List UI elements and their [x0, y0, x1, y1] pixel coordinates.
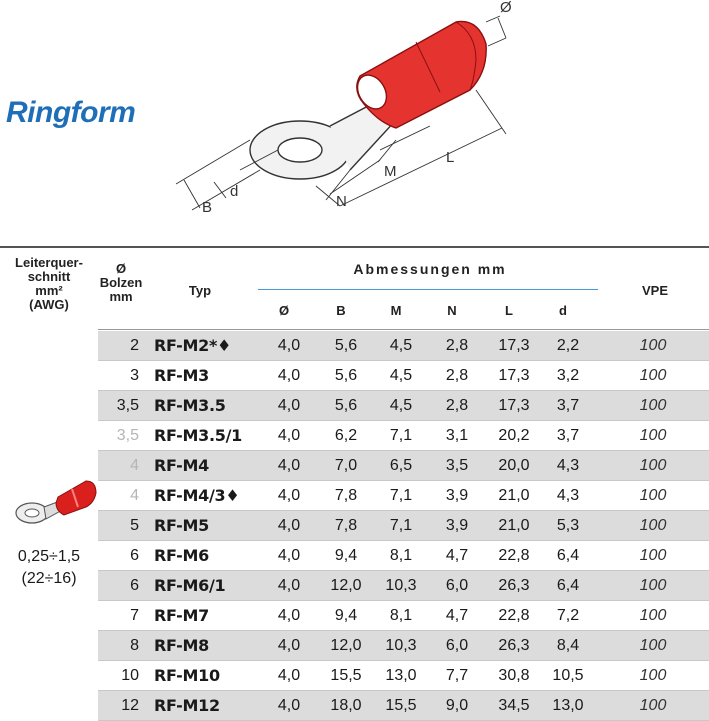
typ-cell: RF-M3.5/1	[154, 426, 242, 445]
dim-b-cell: 9,4	[334, 607, 358, 624]
dim-l-cell: 30,8	[498, 667, 530, 684]
dim-n-cell: 6,0	[445, 637, 469, 654]
dim-n-cell: 3,9	[445, 487, 469, 504]
table-row	[98, 661, 709, 691]
dim-l-cell: 21,0	[498, 487, 530, 504]
subheader-b: B	[336, 303, 346, 318]
header-top-rule	[0, 246, 709, 248]
range-awg: (22÷16)	[21, 570, 77, 587]
dim-l-cell: 34,5	[498, 697, 530, 714]
header-bottom-rule	[98, 329, 709, 330]
dim-n-cell: 2,8	[445, 367, 469, 384]
dim-o-cell: 4,0	[277, 457, 301, 474]
dim-b-cell: 15,5	[330, 667, 362, 684]
dim-o-cell: 4,0	[277, 337, 301, 354]
dim-n-cell: 7,7	[445, 667, 469, 684]
ring-terminal-drawing	[0, 0, 709, 245]
vpe-cell: 100	[639, 547, 667, 564]
typ-cell: RF-M4	[154, 456, 209, 475]
dim-o-cell: 4,0	[277, 697, 301, 714]
header-typ: Typ	[188, 283, 212, 298]
dim-o-cell: 4,0	[277, 517, 301, 534]
dim-n-cell: 2,8	[445, 337, 469, 354]
typ-cell: RF-M3	[154, 366, 209, 385]
dim-d-cell: 4,3	[556, 457, 580, 474]
bolzen-cell: 4	[130, 487, 139, 504]
dim-l-cell: 17,3	[498, 397, 530, 414]
dim-b-cell: 9,4	[334, 547, 358, 564]
table-row	[98, 481, 709, 511]
typ-cell: RF-M4/3♦	[154, 486, 240, 505]
table-row	[98, 421, 709, 451]
dim-d-cell: 3,7	[556, 427, 580, 444]
dim-l-cell: 22,8	[498, 547, 530, 564]
subheader-m: M	[390, 303, 402, 318]
subheader-d: d	[559, 303, 567, 318]
dim-d-cell: 6,4	[556, 577, 580, 594]
vpe-cell: 100	[639, 517, 667, 534]
dim-n-cell: 6,0	[445, 577, 469, 594]
bolzen-cell: 3,5	[116, 427, 139, 444]
typ-cell: RF-M2*♦	[154, 336, 232, 355]
bolzen-cell: 6	[130, 577, 139, 594]
dim-m-cell: 10,3	[385, 637, 417, 654]
dim-m-cell: 4,5	[389, 397, 413, 414]
dim-o-cell: 4,0	[277, 397, 301, 414]
dim-l-cell: 20,2	[498, 427, 530, 444]
typ-cell: RF-M7	[154, 606, 209, 625]
dim-l-cell: 20,0	[498, 457, 530, 474]
dim-l-cell: 17,3	[498, 337, 530, 354]
dim-b-cell: 7,8	[334, 487, 358, 504]
dim-b-cell: 5,6	[334, 397, 358, 414]
dim-o-cell: 4,0	[277, 367, 301, 384]
dim-b-cell: 5,6	[334, 337, 358, 354]
vpe-cell: 100	[639, 337, 667, 354]
vpe-cell: 100	[639, 487, 667, 504]
dim-n-cell: 4,7	[445, 547, 469, 564]
dim-o-cell: 4,0	[277, 547, 301, 564]
dim-m-cell: 13,0	[385, 667, 417, 684]
dim-b-cell: 6,2	[334, 427, 358, 444]
dim-m-cell: 4,5	[389, 337, 413, 354]
dim-label-b: B	[202, 199, 213, 216]
typ-cell: RF-M12	[154, 696, 220, 715]
dim-o-cell: 4,0	[277, 667, 301, 684]
dim-m-cell: 7,1	[389, 487, 413, 504]
dim-b-cell: 12,0	[330, 577, 362, 594]
table-row	[98, 511, 709, 541]
dim-b-cell: 5,6	[334, 367, 358, 384]
dim-m-cell: 15,5	[385, 697, 417, 714]
dim-d-cell: 6,4	[556, 547, 580, 564]
dim-d-cell: 8,4	[556, 637, 580, 654]
dim-b-cell: 7,0	[334, 457, 358, 474]
dim-n-cell: 9,0	[445, 697, 469, 714]
header-vpe: VPE	[641, 283, 668, 298]
subheader-o: Ø	[278, 303, 290, 318]
dim-label-n: N	[336, 193, 347, 210]
vpe-cell: 100	[639, 367, 667, 384]
table-row	[98, 331, 709, 361]
product-table-body	[98, 331, 709, 721]
dim-o-cell: 4,0	[277, 607, 301, 624]
dim-n-cell: 3,1	[445, 427, 469, 444]
dim-l-cell: 22,8	[498, 607, 530, 624]
table-row	[98, 391, 709, 421]
vpe-cell: 100	[639, 427, 667, 444]
dim-d-cell: 13,0	[552, 697, 584, 714]
vpe-cell: 100	[639, 697, 667, 714]
dim-label-diameter: Ø	[500, 0, 512, 16]
dim-d-cell: 7,2	[556, 607, 580, 624]
dim-n-cell: 4,7	[445, 607, 469, 624]
dim-d-cell: 5,3	[556, 517, 580, 534]
vpe-cell: 100	[639, 457, 667, 474]
header-abmessungen-rule	[258, 289, 598, 290]
dim-l-cell: 21,0	[498, 517, 530, 534]
vpe-cell: 100	[639, 607, 667, 624]
table-row	[98, 571, 709, 601]
dim-o-cell: 4,0	[277, 637, 301, 654]
table-row	[98, 601, 709, 631]
bolzen-cell: 5	[130, 517, 139, 534]
dim-m-cell: 6,5	[389, 457, 413, 474]
dim-m-cell: 7,1	[389, 427, 413, 444]
dim-l-cell: 26,3	[498, 577, 530, 594]
dim-m-cell: 8,1	[389, 547, 413, 564]
bolzen-cell: 12	[121, 697, 139, 714]
bolzen-cell: 4	[130, 457, 139, 474]
page-title: Ringform	[6, 96, 136, 129]
vpe-cell: 100	[639, 577, 667, 594]
bolzen-cell: 7	[130, 607, 139, 624]
dim-m-cell: 7,1	[389, 517, 413, 534]
dim-d-cell: 3,2	[556, 367, 580, 384]
typ-cell: RF-M8	[154, 636, 209, 655]
table-row	[98, 691, 709, 721]
ring-terminal-icon	[8, 475, 98, 535]
typ-cell: RF-M10	[154, 666, 220, 685]
dim-o-cell: 4,0	[277, 487, 301, 504]
bolzen-cell: 8	[130, 637, 139, 654]
cross-section-range	[0, 546, 98, 590]
header-bolzen: Ø Bolzen mm	[99, 261, 143, 304]
dim-m-cell: 8,1	[389, 607, 413, 624]
dim-label-l: L	[446, 149, 455, 166]
typ-cell: RF-M6/1	[154, 576, 226, 595]
dim-m-cell: 4,5	[389, 367, 413, 384]
subheader-n: N	[447, 303, 457, 318]
vpe-cell: 100	[639, 637, 667, 654]
dim-l-cell: 26,3	[498, 637, 530, 654]
vpe-cell: 100	[639, 397, 667, 414]
table-row	[98, 451, 709, 481]
dim-label-d: d	[230, 183, 239, 200]
vpe-cell: 100	[639, 667, 667, 684]
dim-n-cell: 3,9	[445, 517, 469, 534]
dim-l-cell: 17,3	[498, 367, 530, 384]
bolzen-cell: 3	[130, 367, 139, 384]
dim-d-cell: 10,5	[552, 667, 584, 684]
table-row	[98, 541, 709, 571]
dim-o-cell: 4,0	[277, 577, 301, 594]
typ-cell: RF-M3.5	[154, 396, 226, 415]
dim-n-cell: 2,8	[445, 397, 469, 414]
bolzen-cell: 2	[130, 337, 139, 354]
dim-n-cell: 3,5	[445, 457, 469, 474]
bolzen-cell: 6	[130, 547, 139, 564]
dim-b-cell: 7,8	[334, 517, 358, 534]
dim-d-cell: 2,2	[556, 337, 580, 354]
table-row	[98, 631, 709, 661]
typ-cell: RF-M5	[154, 516, 209, 535]
header-leiterquerschnitt: Leiterquer- schnitt mm² (AWG)	[15, 255, 83, 312]
bolzen-cell: 3,5	[116, 397, 139, 414]
table-row	[98, 361, 709, 391]
dim-o-cell: 4,0	[277, 427, 301, 444]
dim-b-cell: 18,0	[330, 697, 362, 714]
range-mm2: 0,25÷1,5	[17, 548, 81, 565]
bolzen-cell: 10	[121, 667, 139, 684]
dim-label-m: M	[384, 163, 397, 180]
dim-d-cell: 4,3	[556, 487, 580, 504]
header-abmessungen: Abmessungen mm	[353, 261, 507, 277]
typ-cell: RF-M6	[154, 546, 209, 565]
dim-d-cell: 3,7	[556, 397, 580, 414]
dim-m-cell: 10,3	[385, 577, 417, 594]
subheader-l: L	[505, 303, 513, 318]
dim-b-cell: 12,0	[330, 637, 362, 654]
